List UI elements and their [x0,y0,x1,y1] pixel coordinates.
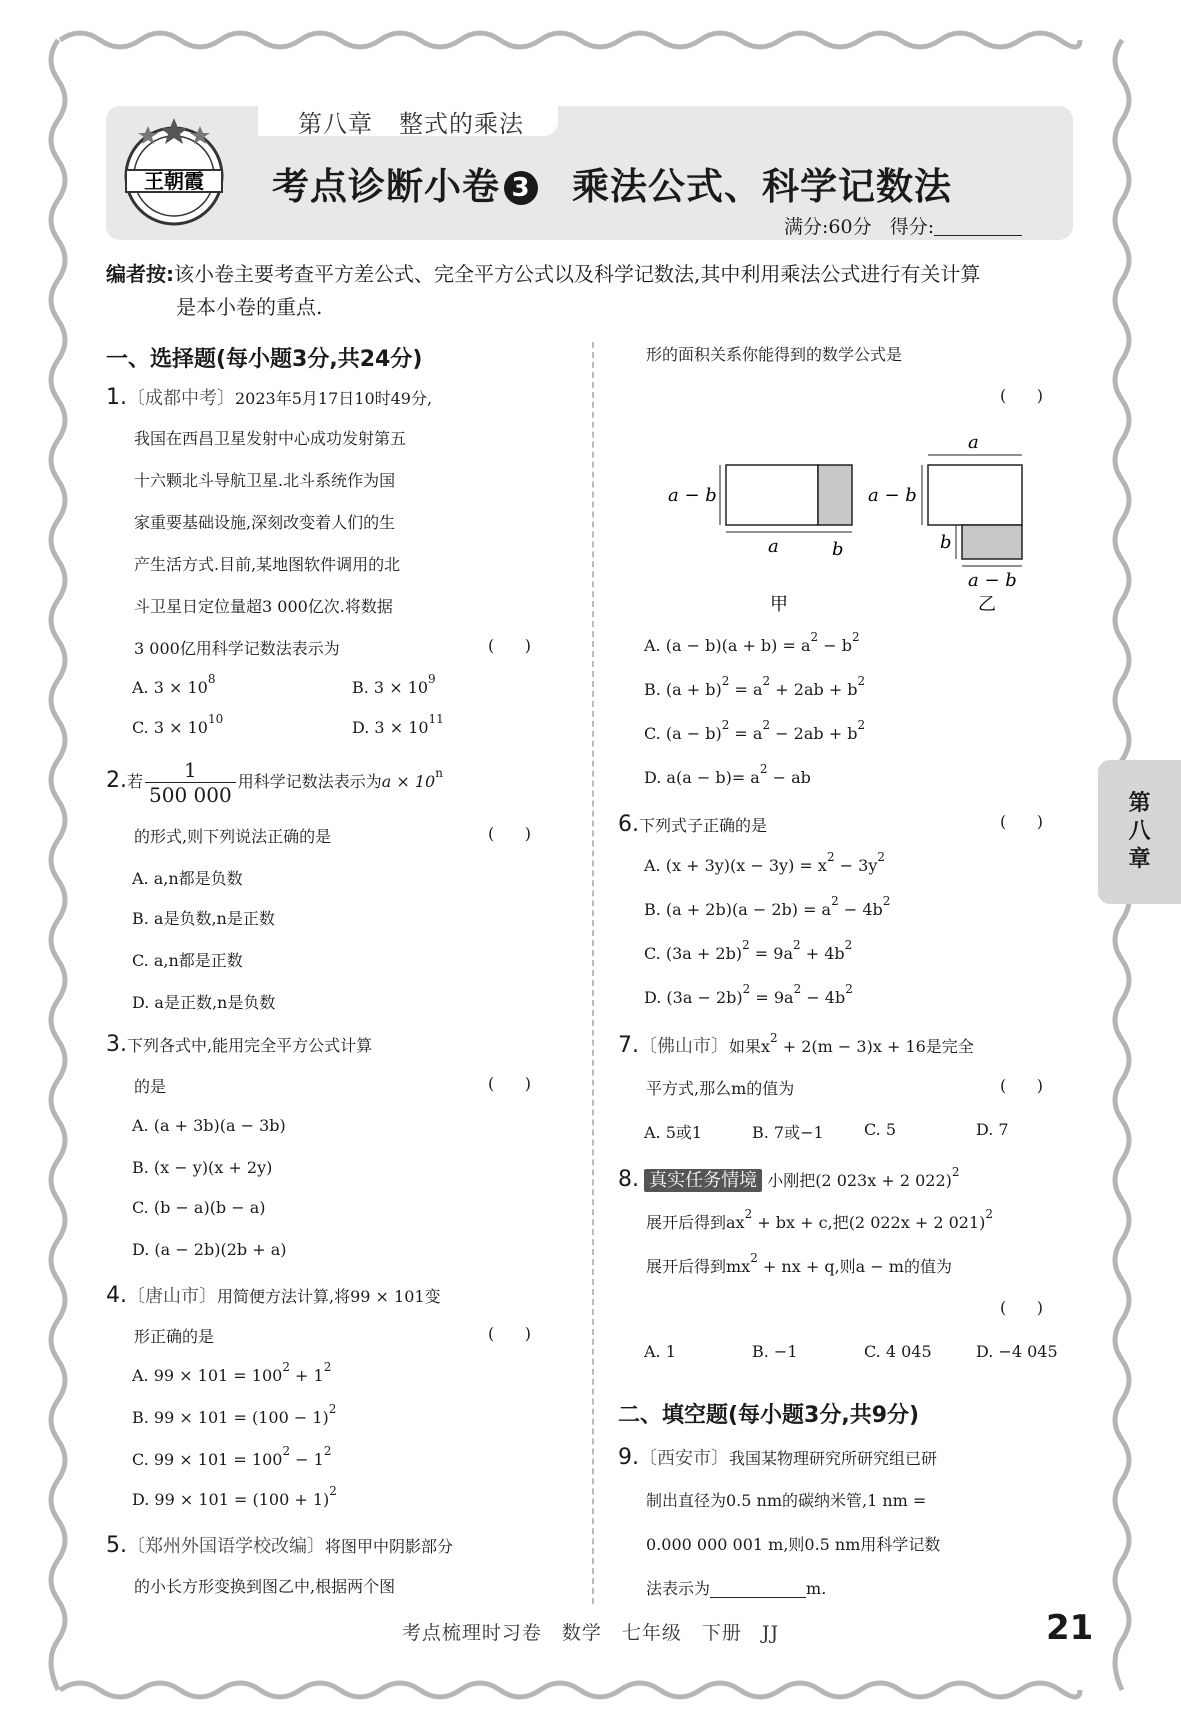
q1-option-c[interactable]: C. $3 \times 10^{10}$ [132,712,224,737]
fig1-white-rect [726,465,818,525]
q4-answer-paren[interactable]: ( ) [488,1324,531,1343]
q4-option-a[interactable]: A. $99 \times 101 = 100^2 + 1^2$ [132,1360,332,1385]
editor-note-line2: 是本小卷的重点. [176,295,323,319]
q3-option-c[interactable]: C. (b − a)(b − a) [132,1198,266,1217]
q2-option-c[interactable]: C. a,n都是正数 [132,951,243,970]
score-line [784,212,1022,239]
q1-line4: 家重要基础设施,深刻改变着人们的生 [134,513,396,532]
q8-context-tag: 真实任务情境 [644,1169,762,1192]
logo-text: 王朝霞 [144,169,204,193]
q5-answer-paren[interactable]: ( ) [1000,386,1043,405]
q3-line1: 3.下列各式中,能用完全平方公式计算 [106,1032,373,1057]
fig2-bottom-ab: a − b [968,570,1017,591]
footer-subject: 数学 [561,1622,602,1644]
q4-line2: 形正确的是 [134,1327,215,1346]
q2-line1: 2.若 $\frac{1}{500 000}$ 用科学记数法表示为$a \times 10^n$ [106,758,443,807]
score-blank[interactable] [934,217,1022,236]
column-divider [592,342,594,1604]
q8-option-d[interactable]: D. −4 045 [976,1342,1058,1361]
chapter-heading [298,104,550,139]
q3-answer-paren[interactable]: ( ) [488,1074,531,1093]
q9-line2: 制出直径为0.5 nm的碳纳米管,1 nm = [646,1491,927,1510]
fig1-left-label: a − b [668,485,717,506]
q8-option-b[interactable]: B. −1 [752,1342,798,1361]
q5-option-b[interactable]: B. $(a + b)^2 = a^2 + 2ab + b^2$ [644,674,866,699]
fig2-left-label: a − b [868,485,917,506]
fig2-b-label: b [940,532,952,553]
q1-option-b[interactable]: B. $3 \times 10^9$ [352,672,436,697]
footer-volume: 下册 [701,1622,742,1644]
q4-line1: 4.〔唐山市〕用简便方法计算,将99 × 101变 [106,1283,441,1308]
section1-title: 一、选择题(每小题3分,共24分) [106,347,423,372]
editor-note-label: 编者按: [106,262,174,286]
q8-line1: 8. 真实任务情境 小刚把(2 023x + 2 022)$^2$ [618,1165,960,1192]
q3-option-d[interactable]: D. (a − 2b)(2b + a) [132,1240,287,1259]
full-score: 满分:60分 [784,216,872,238]
q6-line1: 6.下列式子正确的是 [618,812,768,837]
q2-option-b[interactable]: B. a是负数,n是正数 [132,909,275,928]
page-number: 21 [1046,1608,1094,1648]
q4-option-b[interactable]: B. $99 \times 101 = (100 - 1)^2$ [132,1402,337,1427]
q1-option-d[interactable]: D. $3 \times 10^{11}$ [352,712,444,737]
q7-line1: 7.〔佛山市〕如果$x^2 + 2(m - 3)x + 16$是完全 [618,1031,974,1058]
q1-line1: 1.〔成都中考〕2023年5月17日10时49分, [106,385,433,410]
q6-option-b[interactable]: B. $(a + 2b)(a - 2b) = a^2 - 4b^2$ [644,894,891,919]
q4-option-d[interactable]: D. $99 \times 101 = (100 + 1)^2$ [132,1484,337,1509]
q8-option-a[interactable]: A. 1 [644,1342,676,1361]
title-topic: 乘法公式、科学记数法 [572,165,952,208]
q7-option-c[interactable]: C. 5 [864,1120,897,1139]
q5-option-d[interactable]: D. $a(a - b)= a^2$ − ab [644,762,811,787]
q5-figure [660,430,1080,630]
q5-line3: 形的面积关系你能得到的数学公式是 [646,345,903,364]
chapter-number: 第八章 [298,110,373,138]
q7-option-d[interactable]: D. 7 [976,1120,1009,1139]
q7-option-a[interactable]: A. 5或1 [644,1123,703,1142]
score-label: 得分: [889,216,935,238]
q2-option-a[interactable]: A. a,n都是负数 [132,869,243,888]
q8-answer-paren[interactable]: ( ) [1000,1298,1043,1317]
q5-line2: 的小长方形变换到图乙中,根据两个图 [134,1577,396,1596]
q1-line5: 产生活方式.目前,某地图软件调用的北 [134,555,401,574]
q7-option-b[interactable]: B. 7或−1 [752,1123,824,1142]
q1-answer-paren[interactable]: ( ) [488,636,531,655]
fig1-shaded-rect [818,465,852,525]
editor-note-line1: 该小卷主要考查平方差公式、完全平方公式以及科学记数法,其中利用乘法公式进行有关计算 [174,262,981,286]
q2-line2: 的形式,则下列说法正确的是 [134,827,332,846]
page-title [272,156,952,210]
q7-source: 〔佛山市〕 [639,1036,729,1057]
q6-answer-paren[interactable]: ( ) [1000,812,1043,831]
fig1-name: 甲 [770,594,788,615]
q5-option-c[interactable]: C. $(a - b)^2 = a^2 - 2ab + b^2$ [644,718,866,743]
q8-option-c[interactable]: C. 4 045 [864,1342,932,1361]
q2-fraction: $\frac{1}{500 000}$ [145,758,236,807]
footer [0,1618,1181,1645]
q9-source: 〔西安市〕 [639,1448,729,1469]
chapter-topic: 整式的乘法 [399,110,524,138]
q1-line7: 3 000亿用科学记数法表示为 [134,639,340,658]
q2-option-d[interactable]: D. a是正数,n是负数 [132,993,276,1012]
footer-book: 考点梳理时习卷 [401,1622,542,1644]
q9-line1: 9.〔西安市〕我国某物理研究所研究组已研 [618,1445,938,1470]
q2-answer-paren[interactable]: ( ) [488,824,531,843]
title-prefix: 考点诊断小卷 [272,165,500,208]
q1-line2: 我国在西昌卫星发射中心成功发射第五 [134,429,407,448]
fig2-name: 乙 [978,594,996,615]
fig1-bottom-b: b [832,539,844,560]
q5-line1: 5.〔郑州外国语学校改编〕将图甲中阴影部分 [106,1533,454,1558]
q5-source: 〔郑州外国语学校改编〕 [127,1536,325,1557]
fig2-top-a: a [968,432,979,453]
q8-line2: 展开后得到$ax^2$ + bx + c,把(2 022x + 2 021)$^2$ [646,1207,994,1232]
fig2-shaded-rect [962,525,1022,559]
q8-line3: 展开后得到$mx^2$ + nx + q,则a − m的值为 [646,1251,952,1276]
q5-option-a[interactable]: A. $(a - b)(a + b) = a^2 - b^2$ [644,630,860,655]
q7-answer-paren[interactable]: ( ) [1000,1076,1043,1095]
q9-line3: 0.000 000 001 m,则0.5 nm用科学记数 [646,1535,941,1554]
q3-line2: 的是 [134,1077,167,1096]
footer-edition: JJ [761,1622,780,1644]
q9-answer-blank[interactable] [710,1577,806,1598]
q7-line2: 平方式,那么m的值为 [646,1079,795,1098]
q1-source: 〔成都中考〕 [127,388,235,409]
fig2-white-rect [928,465,1022,525]
editor-note [106,258,1076,324]
q4-source: 〔唐山市〕 [127,1286,217,1307]
q6-option-a[interactable]: A. $(x + 3y)(x - 3y) = x^2 - 3y^2$ [644,850,886,875]
chapter-side-tab: 第 八 章 [1098,760,1181,904]
q1-line3: 十六颗北斗导航卫星.北斗系统作为国 [134,471,396,490]
q6-option-d[interactable]: D. $(3a - 2b)^2 = 9a^2 - 4b^2$ [644,982,853,1007]
fig1-bottom-a: a [768,536,779,557]
q6-option-c[interactable]: C. $(3a + 2b)^2 = 9a^2 + 4b^2$ [644,938,853,963]
q1-option-a[interactable]: A. $3 \times 10^8$ [132,672,216,697]
logo-seal-icon [118,112,230,232]
title-number-badge: 3 [504,171,538,205]
q1-line6: 斗卫星日定位量超3 000亿次.将数据 [134,597,393,616]
q3-option-a[interactable]: A. (a + 3b)(a − 3b) [132,1116,286,1135]
q9-line4: 法表示为 m. [646,1579,827,1598]
q4-option-c[interactable]: C. $99 \times 101 = 100^2 - 1^2$ [132,1444,332,1469]
footer-grade: 七年级 [621,1622,682,1644]
section2-title: 二、填空题(每小题3分,共9分) [618,1403,920,1428]
q3-option-b[interactable]: B. (x − y)(x + 2y) [132,1158,273,1177]
